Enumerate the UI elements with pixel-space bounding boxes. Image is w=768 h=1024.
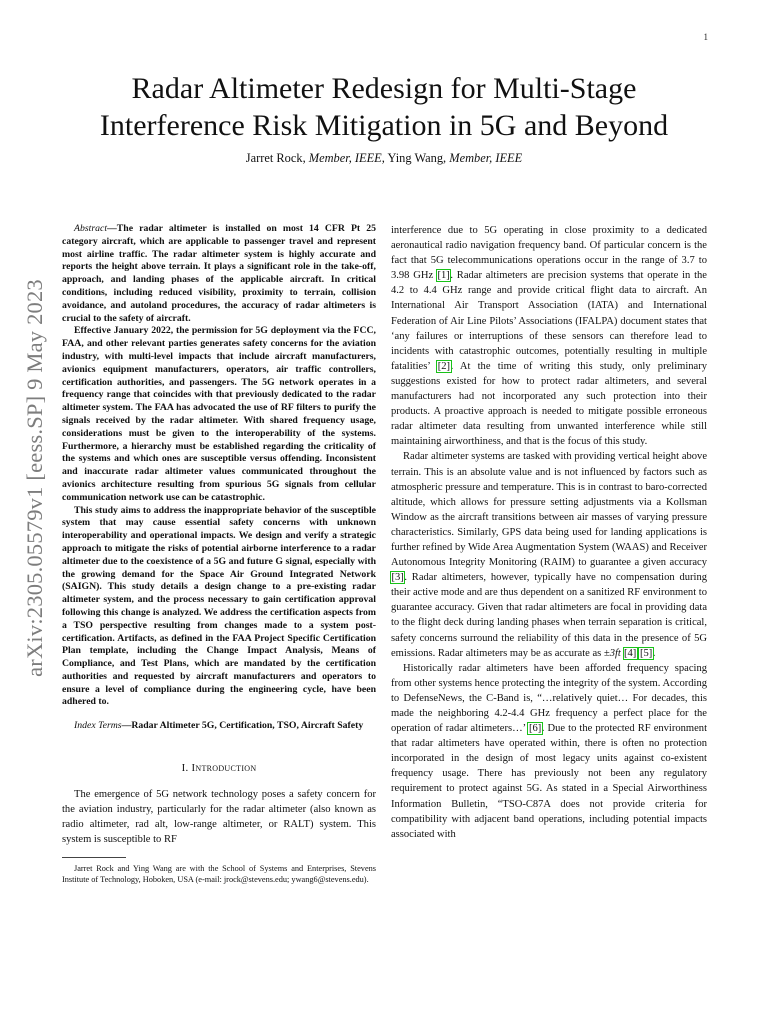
page-number: 1 [703,32,708,42]
citation-link[interactable]: [3] [391,572,404,584]
title-line-1: Radar Altimeter Redesign for Multi-Stage [131,72,637,105]
author-list [70,151,698,166]
author-2-role: Member, IEEE [449,151,523,165]
section-title: Introduction [191,762,257,775]
abstract-paragraph-3: This study aims to address the inappropriate behavior of the susceptible system that may cause essential safety concerns with unknown interoperability and operational impacts. We design and verify a strategic approach to mitigate the risks of potential airborne interference to a radar altimeter due to the coexistence of a 5G and future G signal, especially with the growing demand for the Space Air Ground Integrated Network (SAIGN). This study details a design change to a pre-existing radar altimeter system, and the process necessary to gain certification approval following this change is analyzed. We address the certification aspects from a TSO perspective resulting from changes made to a system post-certification. Artifacts, as defined in the FAA Project Specific Certification Plan template, including the Change Impact Analysis, Means of Compliance, and Test Plans, which are mandated by the certification authorities and requested by aircraft manufacturers and operators to ensure a level of compliance during the engineering cycle, have been adhered to. [62,504,376,708]
section-numeral: I. [181,762,189,775]
math-expression: ±3ft [603,647,621,659]
abstract-paragraph-1 [62,223,376,325]
citation-link[interactable]: [2] [437,360,451,372]
intro-paragraph-1: The emergence of 5G network technology poses a safety concern for the aviation industry, particularly for the radar altimeter (also known as radio altimeter, rad alt, low-range altimeter, or RALT) system. This system is susceptible to RF [62,789,376,846]
citation-link[interactable]: [5] [639,647,653,659]
abstract-text-1: —The radar altimeter is installed on most 14 CFR Pt 25 category aircraft, which are applicable to passenger travel and represent most airline traffic. The radar altimeter system is highly accurate and reports the height above terrain. It plays a significant role in the take-off, approach, and landing phases of the applicable aircraft. In critical conditions, including reduced visibility, proximity to terrain, collision avoidance, and autoland procedures, the accuracy of radar altimeters is crucial to the safety of aircraft. [62,223,376,324]
text-run: . Radar altimeters, however, typically have no compensation during their active mode and are thus dependent on a sanitized RF environment to guarantee accuracy. Given that radar altimeters are focal in providing data to the flight deck during landing phases when terrain separation is critical, safety concerns surround the reliability of this data in the presence of 5G emissions. Radar altimeters may be as accurate as [391,572,707,659]
author-1-role: Member, IEEE, [308,151,385,165]
abstract-paragraph-2: Effective January 2022, the permission for 5G deployment via the FCC, FAA, and other relevant parties generates safety concerns for the aviation industry, with multi-level impacts that include aircraft manufacturers, avionics equipment manufacturers, operators, air traffic controllers, certification authorities, and passengers. The 5G network operates in a frequency range that coincides with that previously dedicated to the radar altimeter system. The FAA has advocated the use of RF filters to purify the signals received by the radar altimeter. With shared frequency usage, considerations must be given to the interoperability of the systems. Furthermore, a hierarchy must be established regarding the criticality of the systems and which ones are susceptible versus offending. Inconsistent and inaccurate radar altimeter values communicated throughout the avionics architecture resulting from spurious 5G signals from cellular communication network use can be catastrophic. [62,325,376,503]
body-paragraph-3 [391,661,707,842]
text-run: interference due to 5G operating in close proximity to a dedicated aeronautical radio navigation frequency band. Of particular concern is the fact that 5G telecommunications operations occur in the range of 3.7 to 3.98 GHz [391,225,707,282]
section-heading-introduction [62,761,376,775]
text-run: Radar altimeter systems are tasked with providing vertical height above terrain. This is an absolute value and is not influenced by factors such as atmospheric pressure and temperature. This is in contrast to baro-corrected altitude, which allows for pressure setting adjustments via a Kollsman Window as the aircraft transitions between air masses of varying pressure characteristics. Similarly, GPS data being used for landing applications is further refined by Wide Area Augmentation System (WAAS) and Receiver Autonomous Integrity Monitoring (RAIM) to guarantee a given accuracy [391,451,707,569]
citation-link[interactable]: [4] [624,647,637,659]
author-2-name: Ying Wang, [387,151,447,165]
author-affiliation-footnote: Jarret Rock and Ying Wang are with the School of Systems and Enterprises, Stevens Institute of Technology, Hoboken, USA (e-mail: jrock@stevens.edu; ywang6@stevens.edu). [62,864,376,884]
author-1-name: Jarret Rock, [245,151,306,165]
citation-link[interactable]: [1] [437,270,450,282]
body-paragraph-2 [391,449,707,660]
text-run: . [652,647,656,659]
citation-link[interactable]: [6] [528,723,542,735]
left-column [62,223,376,885]
text-run: . Due to the protected RF environment that radar altimeters have operated within, there is often no protection incorporated in the design of most legacy units against co-existent frequency usage. There has previously not been any regulatory requirement to protect against 5G. As stated in a Special Airworthiness Information Bulletin, “TSO-C87A does not provide criteria for compatibility with adjacent band operations, including potential impacts associated with [391,723,708,840]
introduction-body [62,787,376,847]
body-paragraph-1 [391,223,707,449]
text-run: Historically radar altimeters have been afforded frequency spacing from other systems hence protecting the integrity of the system. According to DefenseNews, the C-Band is, “…relatively quiet… For decades, this made the neighboring 4.2-4.4 GHz frequency a perfect place for the operation of radar altimeters…’ [391,662,707,735]
abstract-lead: Abstract [74,223,108,234]
text-run: . At the time of writing this study, only preliminary suggestions existed for how to protect radar altimeters, and several manufacturers had not incorporated any such protection into their products. A proactive approach is needed to mitigate possible erroneous radar altimeter data resulting from unwanted interference while still maintaining airworthiness, and that is the focus of this study. [391,360,707,448]
index-terms-text: —Radar Altimeter 5G, Certification, TSO, Aircraft Safety [121,720,364,732]
title-line-2: Interference Risk Mitigation in 5G and Beyond [99,109,669,142]
abstract [62,223,376,709]
arxiv-identifier-stamp[interactable]: arXiv:2305.05579v1 [eess.SP] 9 May 2023 [22,279,47,677]
paper-title [70,70,698,144]
index-terms [62,720,376,733]
index-terms-lead: Index Terms [74,720,122,732]
right-column [391,223,707,842]
footnote-divider [62,857,126,858]
text-run: . Radar altimeters are precision systems that operate in the 4.2 to 4.4 GHz range and provide critical flight data to aircraft. An International Air Transport Association (IATA) and International Federation of Air Line Pilots’ Associations (IFALPA) document states that ‘any failures or interruptions of these sensors can therefore lead to incidents with catastrophic outcomes, potentially resulting in multiple fatalities’ [391,270,707,372]
